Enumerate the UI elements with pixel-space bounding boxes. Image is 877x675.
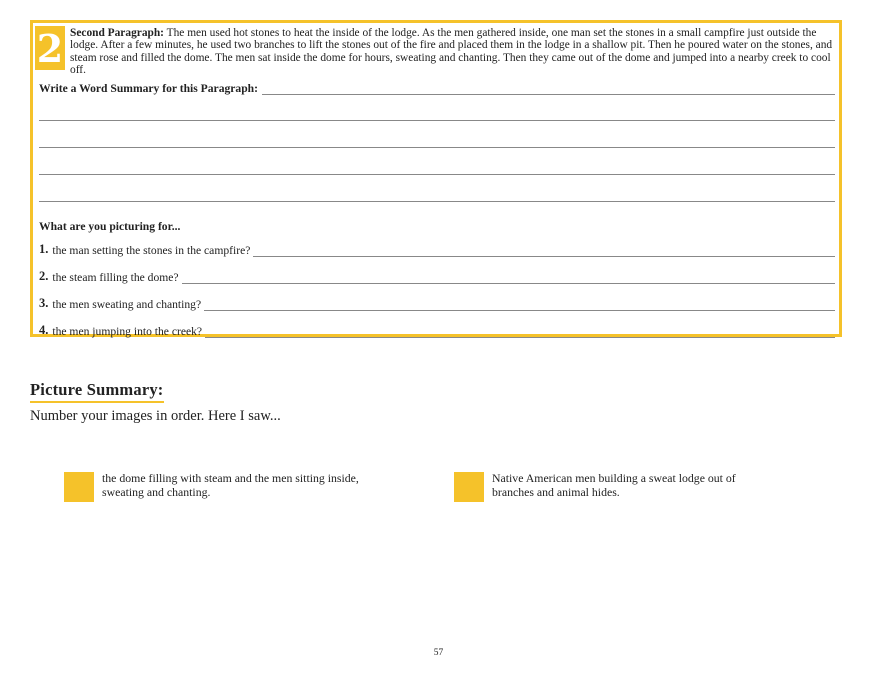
question-text: the man setting the stones in the campfire? [52,244,251,257]
order-number-box[interactable] [64,472,94,502]
page-number: 57 [433,648,444,658]
writing-line[interactable] [39,147,835,148]
question-row [39,242,835,257]
writing-line[interactable] [39,201,835,202]
writing-line[interactable] [39,120,835,121]
question-text: the men jumping into the creek? [52,325,203,338]
question-text: the men sweating and chanting? [52,298,202,311]
paragraph-number-badge: 2 [36,25,64,71]
image-card-text: the dome filling with steam and the men sitting inside, sweating and chanting. [102,471,359,499]
question-row [39,269,835,284]
answer-line[interactable] [253,244,835,257]
word-summary-line[interactable] [262,82,835,95]
picturing-heading: What are you picturing for... [39,220,181,233]
question-number: 2. [39,269,49,283]
question-row [39,323,835,338]
paragraph-label: Second Paragraph: [70,27,164,39]
question-number: 4. [39,323,49,337]
image-card [64,472,392,502]
paragraph-body: The men used hot stones to heat the inside of the lodge. As the men gathered inside, one man set the stones in a small campfire just outside the lodge. After a few minutes, he used two branches to lift the stones out of the fire and placed them in the lodge in a shallow pit. Then he poured water on the stones, and steam rose and filled the dome. The men sat inside the dome for hours, sweating and chanting. Then they came out of the dome and jumped into a nearby creek to cool off. [70,27,833,77]
answer-line[interactable] [205,325,835,338]
word-summary-row [39,82,835,95]
paragraph-text [70,27,840,77]
question-number: 1. [39,242,49,256]
picture-summary-instruction: Number your images in order. Here I saw... [30,408,281,424]
question-text: the steam filling the dome? [52,271,179,284]
answer-line[interactable] [204,298,835,311]
question-row [39,296,835,311]
paragraph-panel [30,20,842,337]
picture-summary-title: Picture Summary: [30,380,164,403]
order-number-box[interactable] [454,472,484,502]
answer-line[interactable] [182,271,835,284]
question-number: 3. [39,296,49,310]
word-summary-prompt: Write a Word Summary for this Paragraph: [39,82,258,95]
image-card-text: Native American men building a sweat lodge out of branches and animal hides. [492,471,736,499]
image-card [454,472,762,502]
writing-line[interactable] [39,174,835,175]
